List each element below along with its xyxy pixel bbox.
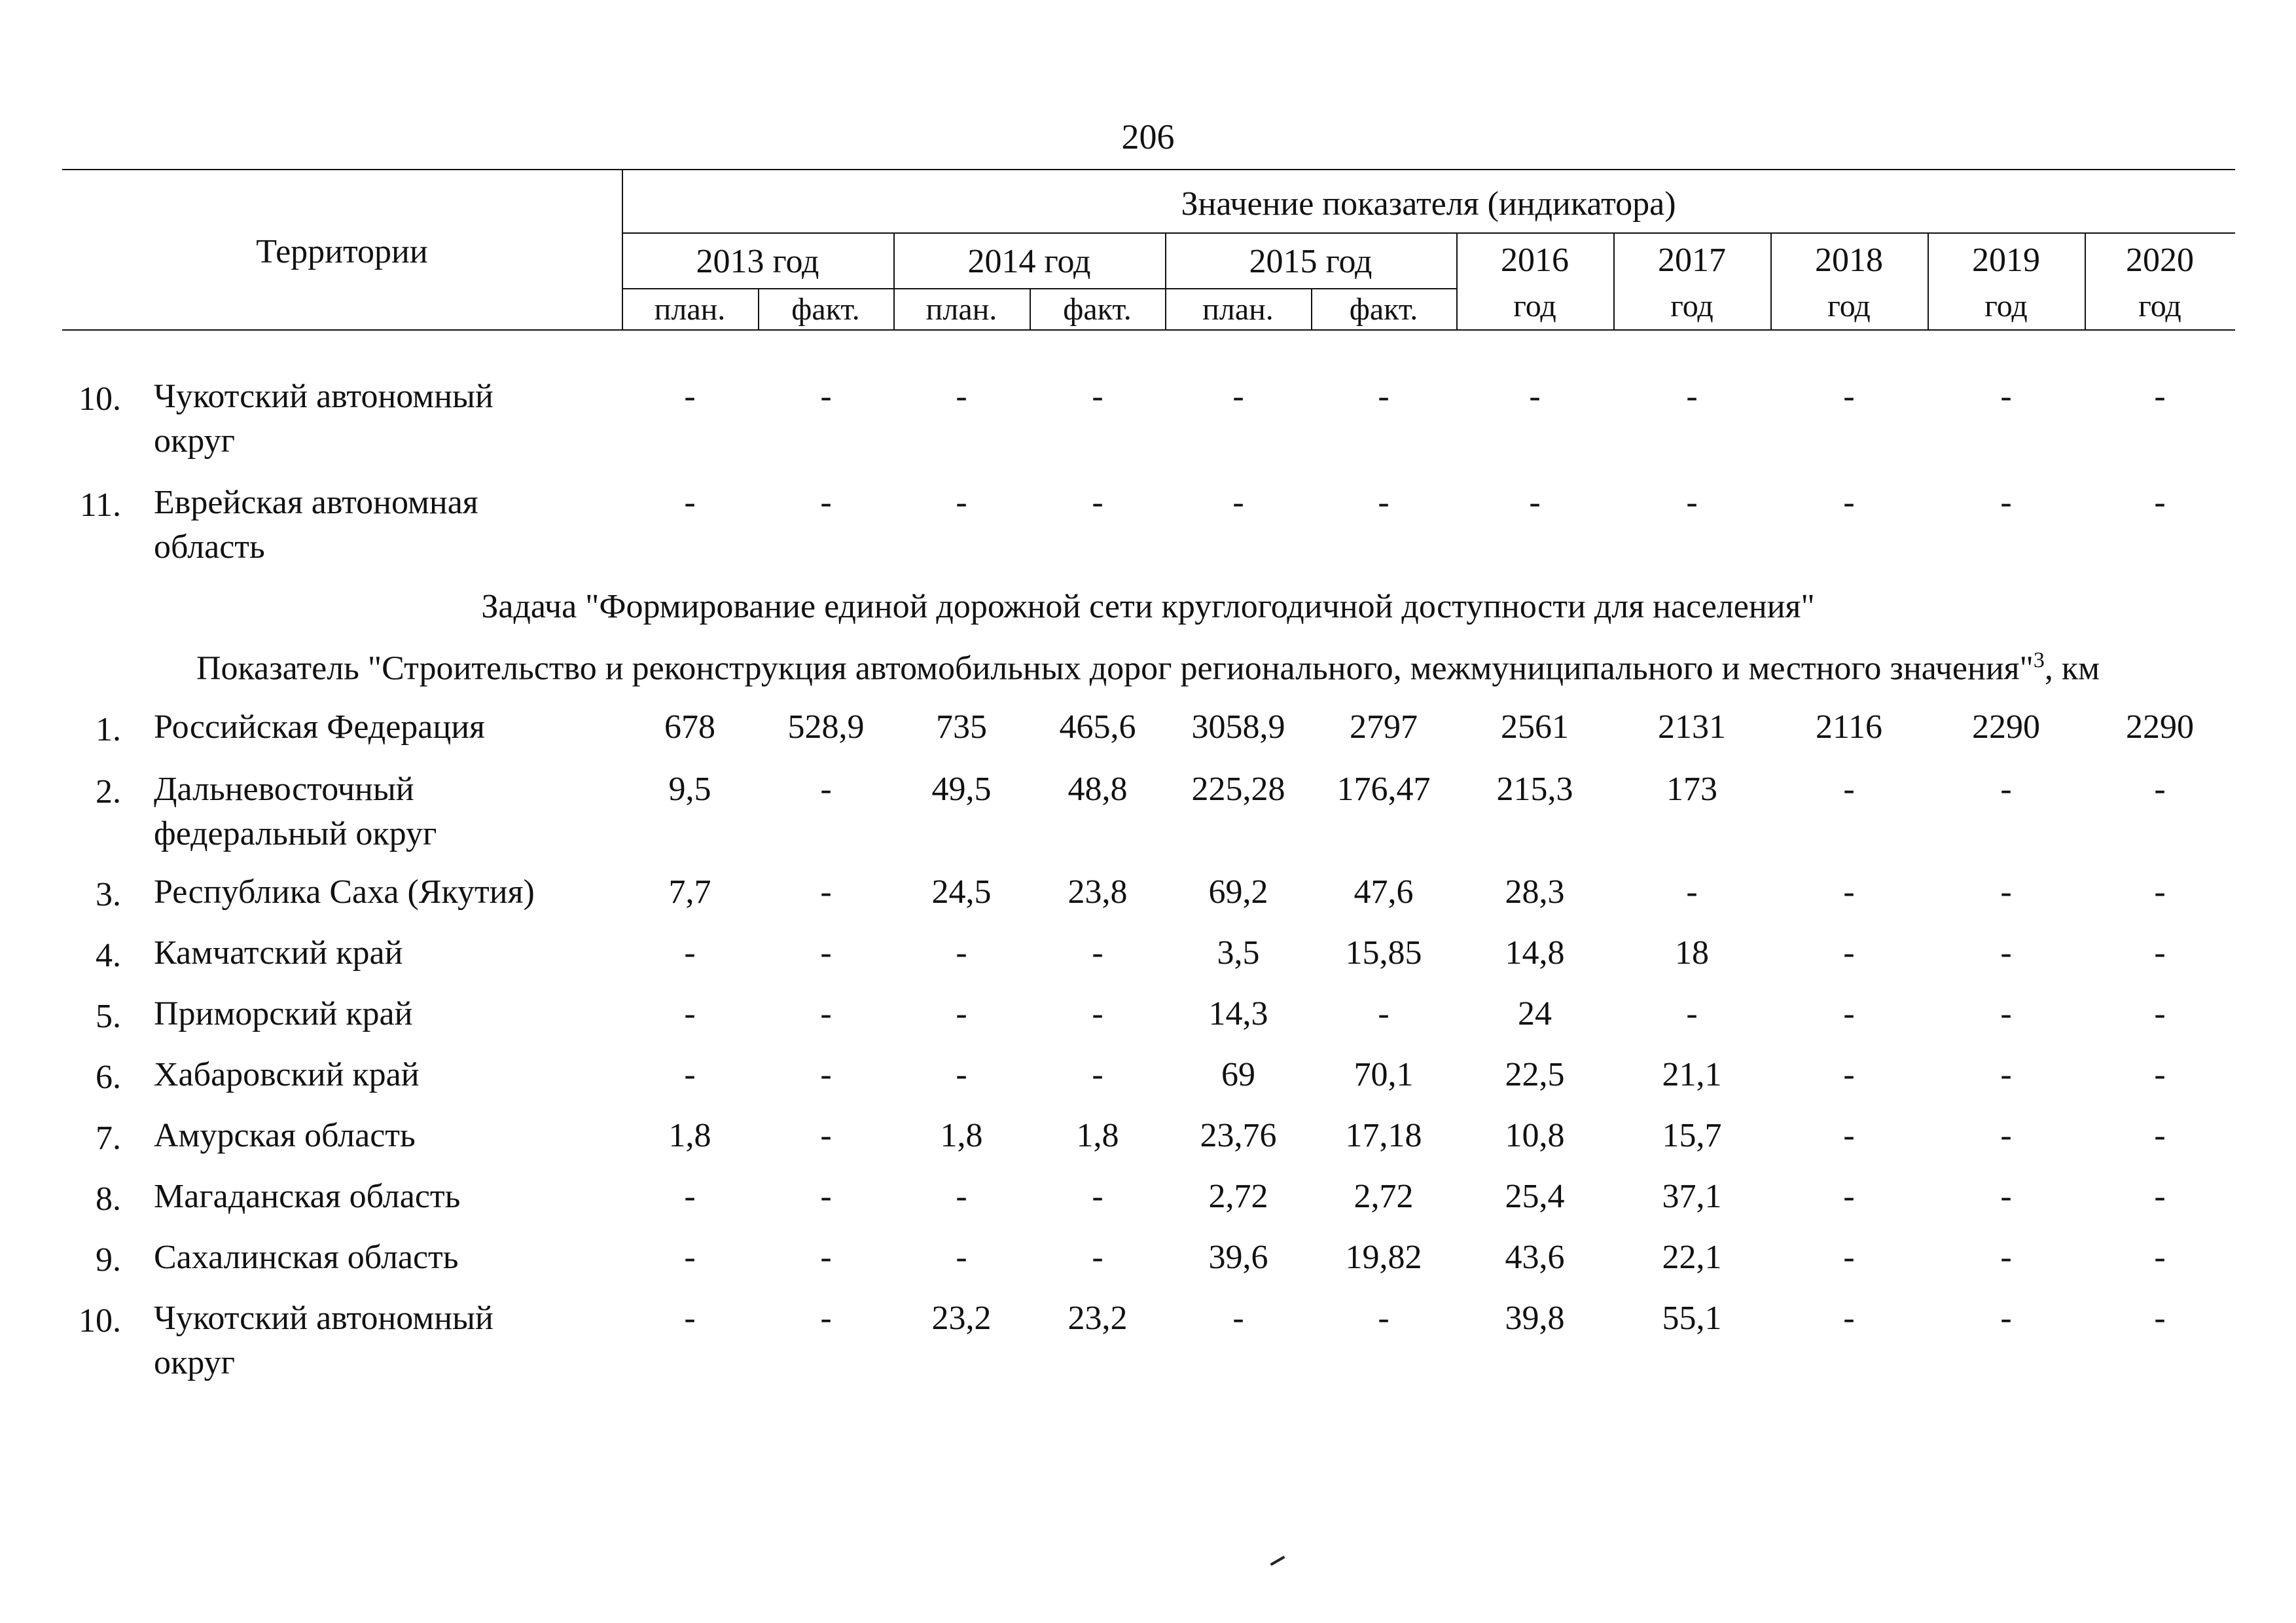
- value-cell: -: [2000, 1300, 2012, 1337]
- value-cell: -: [1529, 484, 1541, 521]
- value-cell: -: [1843, 1239, 1855, 1276]
- row-number: 9.: [96, 1241, 121, 1279]
- value-cell: 3058,9: [1191, 708, 1285, 746]
- territory-name: [154, 870, 535, 915]
- value-cell: -: [1092, 934, 1103, 972]
- value-cell: -: [1232, 1300, 1244, 1337]
- value-cell: 43,6: [1505, 1239, 1565, 1276]
- indicator-unit: , км: [2044, 649, 2100, 687]
- footnote-marker: 3: [2033, 648, 2045, 672]
- value-cell: -: [1843, 378, 1855, 415]
- value-cell: -: [956, 995, 967, 1032]
- value-cell: 2561: [1501, 708, 1569, 746]
- value-cell: 23,2: [931, 1300, 992, 1337]
- row-number: 7.: [96, 1120, 121, 1157]
- value-cell: -: [956, 484, 967, 521]
- value-cell: 23,2: [1067, 1300, 1128, 1337]
- row-number: 10.: [79, 1302, 121, 1340]
- header-year-2017-god: год: [1670, 289, 1713, 323]
- value-cell: 49,5: [931, 771, 992, 808]
- value-cell: -: [2000, 934, 2012, 972]
- row-number: 10.: [79, 380, 121, 418]
- value-cell: -: [2000, 1056, 2012, 1093]
- value-cell: 1,8: [1076, 1117, 1119, 1154]
- territory-name-line: область: [154, 528, 265, 566]
- value-cell: -: [820, 1239, 832, 1276]
- territory-name: [154, 1053, 420, 1097]
- value-cell: -: [820, 1117, 832, 1154]
- value-cell: -: [1378, 484, 1390, 521]
- header-year-2018-god: год: [1827, 289, 1871, 323]
- header-year-2018: 2018: [1815, 242, 1883, 279]
- value-cell: 23,8: [1067, 873, 1128, 911]
- value-cell: 22,1: [1662, 1239, 1722, 1276]
- value-cell: 678: [664, 708, 715, 746]
- value-cell: -: [2000, 995, 2012, 1032]
- territory-name: [154, 1296, 493, 1385]
- header-top-rule: [62, 169, 2235, 170]
- territory-name-line: Еврейская автономная: [154, 484, 478, 521]
- header-bottom-rule: [62, 329, 2235, 331]
- header-rule-plan-fact: [622, 288, 1456, 289]
- value-cell: -: [1686, 378, 1698, 415]
- value-cell: -: [956, 1178, 967, 1215]
- value-cell: -: [684, 1056, 696, 1093]
- value-cell: -: [1092, 378, 1103, 415]
- header-year-2019-god: год: [1984, 289, 2028, 323]
- indicator-heading: [0, 648, 2296, 687]
- row-number: 3.: [96, 876, 121, 913]
- header-year-2016-god: год: [1513, 289, 1556, 323]
- value-cell: 2290: [2126, 708, 2194, 746]
- value-cell: 14,8: [1505, 934, 1565, 972]
- value-cell: 215,3: [1496, 771, 1573, 808]
- value-cell: -: [2154, 1178, 2166, 1215]
- page-number: 206: [1121, 117, 1175, 156]
- value-cell: 2131: [1658, 708, 1726, 746]
- territory-name-line: Амурская область: [154, 1117, 416, 1154]
- value-cell: 24: [1518, 995, 1552, 1032]
- value-cell: 21,1: [1662, 1056, 1722, 1093]
- value-cell: -: [2000, 1239, 2012, 1276]
- task-heading: Задача "Формирование единой дорожной сети круглогодичной доступности для населения": [481, 588, 1815, 625]
- value-cell: -: [820, 771, 832, 808]
- value-cell: -: [684, 934, 696, 972]
- territory-name-line: Приморский край: [154, 995, 413, 1032]
- value-cell: -: [2154, 484, 2166, 521]
- value-cell: 735: [936, 708, 987, 746]
- value-cell: 3,5: [1217, 934, 1260, 972]
- row-number: 6.: [96, 1059, 121, 1096]
- value-cell: -: [684, 378, 696, 415]
- value-cell: -: [820, 1178, 832, 1215]
- header-fact: факт.: [1349, 292, 1418, 327]
- value-cell: -: [820, 995, 832, 1032]
- value-cell: -: [820, 873, 832, 911]
- value-cell: 28,3: [1505, 873, 1565, 911]
- value-cell: -: [956, 934, 967, 972]
- value-cell: -: [1092, 1178, 1103, 1215]
- header-indicator-value: Значение показателя (индикатора): [1181, 185, 1676, 223]
- territory-name-line: Хабаровский край: [154, 1056, 420, 1093]
- value-cell: 69: [1221, 1056, 1255, 1093]
- value-cell: 55,1: [1662, 1300, 1722, 1337]
- value-cell: 528,9: [787, 708, 865, 746]
- territory-name-line: Дальневосточный: [154, 771, 414, 808]
- value-cell: -: [1232, 484, 1244, 521]
- header-year-2019: 2019: [1972, 242, 2040, 279]
- value-cell: -: [2154, 1056, 2166, 1093]
- value-cell: -: [1378, 995, 1390, 1032]
- value-cell: -: [1092, 1056, 1103, 1093]
- value-cell: 173: [1666, 771, 1717, 808]
- territory-name: [154, 481, 478, 570]
- header-plan: план.: [1202, 292, 1274, 327]
- territory-name: [154, 931, 403, 976]
- value-cell: -: [1686, 995, 1698, 1032]
- value-cell: -: [956, 1239, 967, 1276]
- territory-name-line: Камчатский край: [154, 934, 403, 972]
- header-plan: план.: [654, 292, 726, 327]
- header-territories: Территории: [256, 233, 428, 270]
- value-cell: 15,85: [1345, 934, 1422, 972]
- territory-name-line: Российская Федерация: [154, 708, 485, 746]
- row-number: 1.: [96, 711, 121, 748]
- value-cell: 2290: [1972, 708, 2040, 746]
- value-cell: -: [820, 934, 832, 972]
- value-cell: -: [2000, 873, 2012, 911]
- value-cell: 2,72: [1354, 1178, 1414, 1215]
- value-cell: -: [1092, 484, 1103, 521]
- value-cell: -: [956, 1056, 967, 1093]
- value-cell: -: [1843, 995, 1855, 1032]
- value-cell: -: [956, 378, 967, 415]
- value-cell: 69,2: [1208, 873, 1268, 911]
- header-year-2013: 2013 год: [696, 243, 819, 280]
- territory-name: [154, 1235, 459, 1280]
- value-cell: -: [2154, 873, 2166, 911]
- value-cell: 70,1: [1354, 1056, 1414, 1093]
- territory-name-line: Чукотский автономный: [154, 378, 493, 415]
- value-cell: -: [2154, 1300, 2166, 1337]
- value-cell: 1,8: [668, 1117, 711, 1154]
- header-fact: факт.: [1063, 292, 1132, 327]
- territory-name-line: Магаданская область: [154, 1178, 461, 1215]
- value-cell: -: [820, 1300, 832, 1337]
- value-cell: 48,8: [1067, 771, 1128, 808]
- value-cell: -: [2154, 934, 2166, 972]
- value-cell: 18: [1675, 934, 1709, 972]
- territory-name: [154, 374, 493, 464]
- value-cell: 2797: [1350, 708, 1418, 746]
- value-cell: -: [2000, 484, 2012, 521]
- value-cell: -: [1843, 1300, 1855, 1337]
- row-number: 11.: [79, 486, 121, 524]
- scan-mark: [1270, 1556, 1285, 1565]
- value-cell: -: [2000, 378, 2012, 415]
- territory-name-line: Чукотский автономный: [154, 1300, 493, 1337]
- value-cell: 17,18: [1345, 1117, 1422, 1154]
- value-cell: -: [1529, 378, 1541, 415]
- value-cell: -: [1843, 873, 1855, 911]
- value-cell: 37,1: [1662, 1178, 1722, 1215]
- value-cell: -: [1843, 934, 1855, 972]
- value-cell: -: [1686, 484, 1698, 521]
- value-cell: -: [2154, 1239, 2166, 1276]
- value-cell: -: [1092, 1239, 1103, 1276]
- territory-name-line: Республика Саха (Якутия): [154, 873, 535, 911]
- territory-name: [154, 767, 437, 856]
- value-cell: -: [1092, 995, 1103, 1032]
- value-cell: -: [1843, 484, 1855, 521]
- value-cell: 2116: [1815, 708, 1883, 746]
- value-cell: -: [2154, 995, 2166, 1032]
- value-cell: 9,5: [668, 771, 711, 808]
- value-cell: 24,5: [931, 873, 992, 911]
- header-fact: факт.: [791, 292, 860, 327]
- row-number: 5.: [96, 998, 121, 1035]
- header-year-2015: 2015 год: [1249, 243, 1372, 280]
- value-cell: -: [820, 378, 832, 415]
- territory-name-line: Сахалинская область: [154, 1239, 459, 1276]
- value-cell: 25,4: [1505, 1178, 1565, 1215]
- value-cell: -: [1843, 1178, 1855, 1215]
- value-cell: -: [2154, 378, 2166, 415]
- value-cell: -: [2154, 771, 2166, 808]
- value-cell: -: [1843, 1117, 1855, 1154]
- header-year-2020-god: год: [2138, 289, 2181, 323]
- value-cell: -: [684, 1239, 696, 1276]
- indicator-heading-text: Показатель "Строительство и реконструкция автомобильных дорог регионального, межмуниципального и местного значения": [196, 649, 2034, 687]
- value-cell: 7,7: [668, 873, 711, 911]
- value-cell: 465,6: [1059, 708, 1136, 746]
- value-cell: -: [684, 1178, 696, 1215]
- value-cell: -: [2000, 1117, 2012, 1154]
- value-cell: -: [684, 995, 696, 1032]
- value-cell: -: [1843, 1056, 1855, 1093]
- header-year-2016: 2016: [1501, 242, 1569, 279]
- value-cell: 39,6: [1208, 1239, 1268, 1276]
- value-cell: 22,5: [1505, 1056, 1565, 1093]
- header-year-2020: 2020: [2126, 242, 2194, 279]
- value-cell: 2,72: [1208, 1178, 1268, 1215]
- value-cell: 1,8: [940, 1117, 983, 1154]
- row-number: 4.: [96, 937, 121, 974]
- value-cell: -: [684, 1300, 696, 1337]
- value-cell: 47,6: [1354, 873, 1414, 911]
- value-cell: -: [2000, 771, 2012, 808]
- territory-name-line: округ: [154, 1344, 235, 1381]
- value-cell: 14,3: [1208, 995, 1268, 1032]
- value-cell: -: [1378, 378, 1390, 415]
- value-cell: -: [2000, 1178, 2012, 1215]
- territory-name: [154, 705, 485, 750]
- territory-name-line: округ: [154, 422, 235, 460]
- value-cell: -: [820, 1056, 832, 1093]
- header-rule-years: [622, 232, 2235, 234]
- value-cell: -: [1843, 771, 1855, 808]
- value-cell: -: [820, 484, 832, 521]
- value-cell: 10,8: [1505, 1117, 1565, 1154]
- territory-name: [154, 1175, 460, 1219]
- value-cell: 176,47: [1336, 771, 1431, 808]
- value-cell: 225,28: [1191, 771, 1285, 808]
- value-cell: 15,7: [1662, 1117, 1722, 1154]
- territory-name: [154, 1114, 416, 1158]
- value-cell: 39,8: [1505, 1300, 1565, 1337]
- value-cell: 19,82: [1345, 1239, 1422, 1276]
- territory-name-line: федеральный округ: [154, 815, 437, 852]
- value-cell: -: [1378, 1300, 1390, 1337]
- territory-name: [154, 992, 412, 1036]
- header-year-2017: 2017: [1658, 242, 1726, 279]
- value-cell: -: [1686, 873, 1698, 911]
- header-plan: план.: [925, 292, 997, 327]
- row-number: 2.: [96, 773, 121, 811]
- value-cell: -: [2154, 1117, 2166, 1154]
- row-number: 8.: [96, 1180, 121, 1218]
- value-cell: -: [1232, 378, 1244, 415]
- header-year-2014: 2014 год: [967, 243, 1091, 280]
- value-cell: 23,76: [1200, 1117, 1277, 1154]
- value-cell: -: [684, 484, 696, 521]
